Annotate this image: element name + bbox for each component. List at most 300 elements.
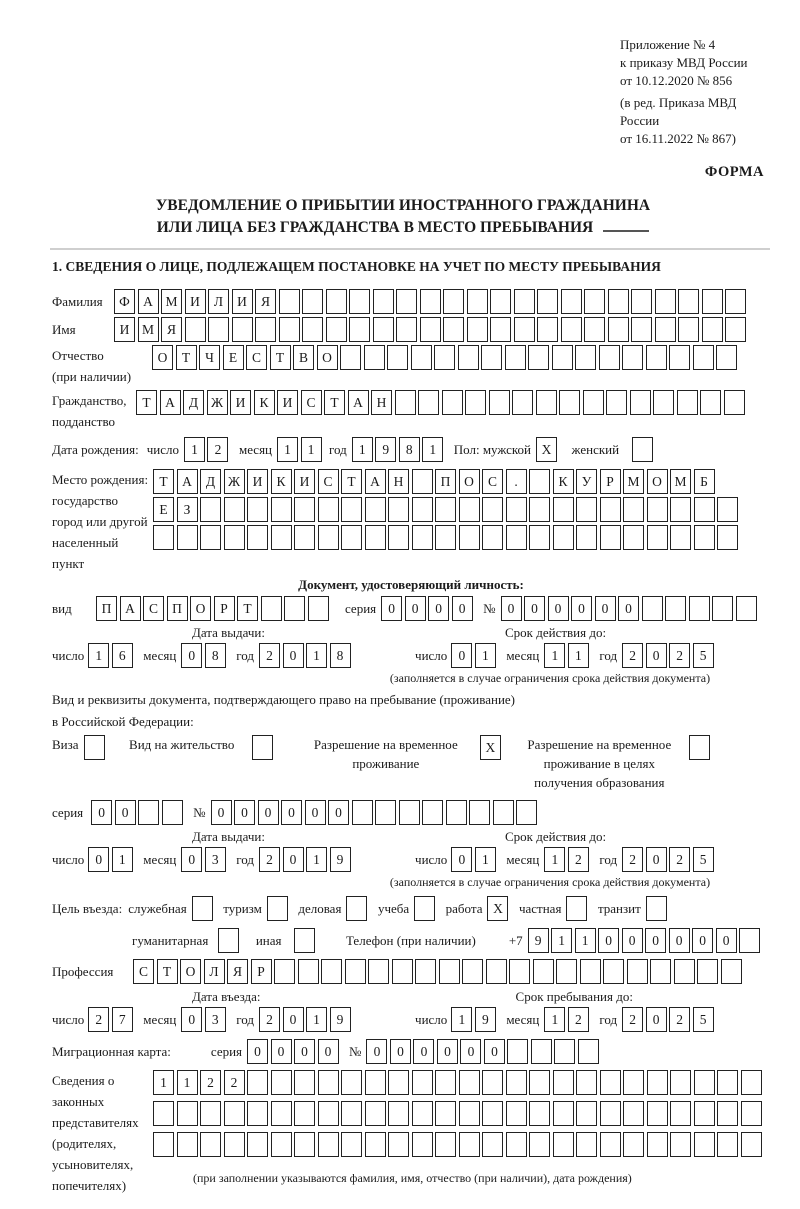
char-cell[interactable] — [630, 390, 651, 415]
char-cell[interactable]: 9 — [330, 1007, 351, 1032]
char-cell[interactable] — [267, 896, 288, 921]
char-cell[interactable] — [153, 1132, 174, 1157]
char-cell[interactable] — [341, 497, 362, 522]
char-cell[interactable] — [434, 345, 455, 370]
char-cell[interactable]: 1 — [475, 847, 496, 872]
char-cell[interactable] — [694, 1101, 715, 1126]
char-cell[interactable] — [553, 1070, 574, 1095]
char-cell[interactable] — [674, 959, 695, 984]
char-cell[interactable] — [647, 1101, 668, 1126]
char-cell[interactable]: 0 — [692, 928, 713, 953]
char-cell[interactable]: 0 — [405, 596, 426, 621]
char-cell[interactable]: 1 — [301, 437, 322, 462]
char-cell[interactable] — [693, 345, 714, 370]
char-cell[interactable] — [678, 317, 699, 342]
char-cell[interactable]: 0 — [318, 1039, 339, 1064]
char-cell[interactable]: О — [317, 345, 338, 370]
char-cell[interactable]: 2 — [669, 643, 690, 668]
char-cell[interactable]: Т — [157, 959, 178, 984]
char-cell[interactable]: 3 — [205, 847, 226, 872]
char-cell[interactable] — [670, 525, 691, 550]
char-cell[interactable] — [717, 497, 738, 522]
char-cell[interactable] — [506, 1070, 527, 1095]
char-cell[interactable] — [459, 1132, 480, 1157]
char-cell[interactable]: 8 — [399, 437, 420, 462]
char-cell[interactable] — [200, 497, 221, 522]
char-cell[interactable]: О — [180, 959, 201, 984]
char-cell[interactable] — [467, 317, 488, 342]
char-cell[interactable] — [578, 1039, 599, 1064]
char-cell[interactable] — [435, 525, 456, 550]
char-cell[interactable]: 0 — [294, 1039, 315, 1064]
char-cell[interactable] — [420, 317, 441, 342]
char-cell[interactable]: 0 — [645, 928, 666, 953]
char-cell[interactable]: X — [487, 896, 508, 921]
char-cell[interactable] — [177, 525, 198, 550]
char-cell[interactable]: 0 — [501, 596, 522, 621]
char-cell[interactable]: 0 — [437, 1039, 458, 1064]
char-cell[interactable] — [623, 1101, 644, 1126]
char-cell[interactable]: 2 — [200, 1070, 221, 1095]
char-cell[interactable] — [552, 345, 573, 370]
char-cell[interactable] — [294, 1070, 315, 1095]
char-cell[interactable] — [647, 525, 668, 550]
char-cell[interactable] — [459, 1070, 480, 1095]
char-cell[interactable]: 9 — [375, 437, 396, 462]
char-cell[interactable]: Т — [270, 345, 291, 370]
char-cell[interactable] — [669, 345, 690, 370]
char-cell[interactable] — [529, 497, 550, 522]
char-cell[interactable]: 0 — [598, 928, 619, 953]
char-cell[interactable]: 1 — [475, 643, 496, 668]
char-cell[interactable]: 9 — [475, 1007, 496, 1032]
char-cell[interactable]: 0 — [283, 643, 304, 668]
char-cell[interactable] — [482, 1132, 503, 1157]
char-cell[interactable]: Т — [136, 390, 157, 415]
char-cell[interactable] — [599, 345, 620, 370]
char-cell[interactable]: У — [576, 469, 597, 494]
char-cell[interactable]: И — [247, 469, 268, 494]
char-cell[interactable] — [700, 390, 721, 415]
char-cell[interactable]: 1 — [451, 1007, 472, 1032]
char-cell[interactable] — [200, 525, 221, 550]
char-cell[interactable] — [365, 1070, 386, 1095]
char-cell[interactable] — [365, 497, 386, 522]
char-cell[interactable]: Е — [223, 345, 244, 370]
char-cell[interactable] — [388, 1070, 409, 1095]
char-cell[interactable] — [529, 525, 550, 550]
char-cell[interactable] — [537, 317, 558, 342]
char-cell[interactable] — [702, 289, 723, 314]
char-cell[interactable] — [224, 497, 245, 522]
char-cell[interactable] — [218, 928, 239, 953]
char-cell[interactable]: Д — [183, 390, 204, 415]
char-cell[interactable] — [200, 1132, 221, 1157]
char-cell[interactable]: 0 — [366, 1039, 387, 1064]
char-cell[interactable] — [561, 317, 582, 342]
char-cell[interactable] — [631, 317, 652, 342]
char-cell[interactable] — [185, 317, 206, 342]
char-cell[interactable] — [469, 800, 490, 825]
char-cell[interactable]: 1 — [177, 1070, 198, 1095]
char-cell[interactable]: П — [96, 596, 117, 621]
char-cell[interactable] — [529, 1101, 550, 1126]
char-cell[interactable]: И — [230, 390, 251, 415]
char-cell[interactable] — [516, 800, 537, 825]
char-cell[interactable]: А — [365, 469, 386, 494]
char-cell[interactable] — [414, 896, 435, 921]
char-cell[interactable] — [349, 317, 370, 342]
char-cell[interactable] — [446, 800, 467, 825]
char-cell[interactable] — [529, 1132, 550, 1157]
char-cell[interactable] — [702, 317, 723, 342]
char-cell[interactable]: И — [277, 390, 298, 415]
char-cell[interactable]: 1 — [544, 643, 565, 668]
char-cell[interactable] — [388, 497, 409, 522]
char-cell[interactable]: О — [190, 596, 211, 621]
char-cell[interactable] — [443, 289, 464, 314]
char-cell[interactable] — [396, 289, 417, 314]
char-cell[interactable] — [689, 596, 710, 621]
char-cell[interactable] — [294, 525, 315, 550]
char-cell[interactable]: А — [160, 390, 181, 415]
char-cell[interactable]: С — [318, 469, 339, 494]
char-cell[interactable] — [725, 317, 746, 342]
char-cell[interactable]: П — [435, 469, 456, 494]
char-cell[interactable]: 0 — [484, 1039, 505, 1064]
char-cell[interactable]: 0 — [595, 596, 616, 621]
char-cell[interactable]: Я — [227, 959, 248, 984]
char-cell[interactable] — [340, 345, 361, 370]
char-cell[interactable] — [462, 959, 483, 984]
char-cell[interactable] — [694, 1132, 715, 1157]
char-cell[interactable] — [537, 289, 558, 314]
char-cell[interactable]: 0 — [618, 596, 639, 621]
char-cell[interactable]: 0 — [305, 800, 326, 825]
char-cell[interactable] — [554, 1039, 575, 1064]
char-cell[interactable]: З — [177, 497, 198, 522]
char-cell[interactable] — [493, 800, 514, 825]
char-cell[interactable]: 0 — [234, 800, 255, 825]
char-cell[interactable]: 5 — [693, 1007, 714, 1032]
char-cell[interactable] — [274, 959, 295, 984]
char-cell[interactable] — [439, 959, 460, 984]
char-cell[interactable] — [506, 497, 527, 522]
char-cell[interactable] — [623, 1070, 644, 1095]
char-cell[interactable]: С — [143, 596, 164, 621]
char-cell[interactable]: 1 — [352, 437, 373, 462]
char-cell[interactable] — [670, 1132, 691, 1157]
char-cell[interactable]: 0 — [428, 596, 449, 621]
char-cell[interactable] — [559, 390, 580, 415]
char-cell[interactable]: С — [133, 959, 154, 984]
char-cell[interactable] — [412, 1070, 433, 1095]
char-cell[interactable] — [553, 497, 574, 522]
char-cell[interactable] — [529, 469, 550, 494]
char-cell[interactable] — [509, 959, 530, 984]
char-cell[interactable]: . — [506, 469, 527, 494]
char-cell[interactable]: X — [536, 437, 557, 462]
char-cell[interactable] — [388, 1132, 409, 1157]
char-cell[interactable] — [138, 800, 159, 825]
char-cell[interactable] — [388, 1101, 409, 1126]
char-cell[interactable] — [739, 928, 760, 953]
char-cell[interactable] — [608, 289, 629, 314]
char-cell[interactable]: 0 — [646, 643, 667, 668]
char-cell[interactable]: С — [301, 390, 322, 415]
char-cell[interactable] — [341, 1070, 362, 1095]
char-cell[interactable] — [712, 596, 733, 621]
char-cell[interactable] — [224, 1101, 245, 1126]
char-cell[interactable]: Т — [176, 345, 197, 370]
char-cell[interactable] — [279, 317, 300, 342]
char-cell[interactable] — [576, 1132, 597, 1157]
char-cell[interactable] — [392, 959, 413, 984]
char-cell[interactable]: 2 — [259, 1007, 280, 1032]
char-cell[interactable] — [162, 800, 183, 825]
char-cell[interactable] — [665, 596, 686, 621]
char-cell[interactable] — [655, 317, 676, 342]
char-cell[interactable] — [670, 1070, 691, 1095]
char-cell[interactable]: Я — [255, 289, 276, 314]
char-cell[interactable] — [533, 959, 554, 984]
char-cell[interactable]: 0 — [247, 1039, 268, 1064]
char-cell[interactable]: К — [271, 469, 292, 494]
char-cell[interactable] — [553, 1132, 574, 1157]
char-cell[interactable]: 0 — [451, 643, 472, 668]
char-cell[interactable] — [653, 390, 674, 415]
char-cell[interactable]: 0 — [646, 1007, 667, 1032]
char-cell[interactable]: 0 — [181, 1007, 202, 1032]
char-cell[interactable]: Д — [200, 469, 221, 494]
char-cell[interactable] — [717, 1101, 738, 1126]
char-cell[interactable] — [512, 390, 533, 415]
char-cell[interactable]: С — [482, 469, 503, 494]
char-cell[interactable]: М — [138, 317, 159, 342]
char-cell[interactable] — [650, 959, 671, 984]
char-cell[interactable]: 0 — [669, 928, 690, 953]
char-cell[interactable] — [341, 525, 362, 550]
char-cell[interactable] — [694, 525, 715, 550]
char-cell[interactable] — [326, 317, 347, 342]
char-cell[interactable] — [694, 497, 715, 522]
char-cell[interactable]: 8 — [330, 643, 351, 668]
char-cell[interactable]: 0 — [258, 800, 279, 825]
char-cell[interactable]: 8 — [205, 643, 226, 668]
char-cell[interactable] — [341, 1101, 362, 1126]
char-cell[interactable]: 5 — [693, 847, 714, 872]
char-cell[interactable] — [606, 390, 627, 415]
char-cell[interactable] — [576, 1101, 597, 1126]
char-cell[interactable] — [271, 1101, 292, 1126]
char-cell[interactable] — [247, 1101, 268, 1126]
char-cell[interactable] — [490, 289, 511, 314]
char-cell[interactable] — [584, 317, 605, 342]
char-cell[interactable] — [677, 390, 698, 415]
char-cell[interactable] — [465, 390, 486, 415]
char-cell[interactable] — [486, 959, 507, 984]
char-cell[interactable] — [600, 525, 621, 550]
char-cell[interactable] — [435, 1070, 456, 1095]
char-cell[interactable] — [435, 1132, 456, 1157]
char-cell[interactable] — [302, 317, 323, 342]
char-cell[interactable] — [623, 497, 644, 522]
char-cell[interactable] — [420, 289, 441, 314]
char-cell[interactable] — [655, 289, 676, 314]
char-cell[interactable] — [375, 800, 396, 825]
char-cell[interactable]: 0 — [413, 1039, 434, 1064]
char-cell[interactable]: 0 — [181, 643, 202, 668]
char-cell[interactable]: 0 — [328, 800, 349, 825]
char-cell[interactable] — [224, 1132, 245, 1157]
char-cell[interactable]: 2 — [88, 1007, 109, 1032]
char-cell[interactable]: 0 — [452, 596, 473, 621]
char-cell[interactable]: Л — [208, 289, 229, 314]
char-cell[interactable]: 1 — [544, 847, 565, 872]
char-cell[interactable]: О — [647, 469, 668, 494]
char-cell[interactable] — [717, 1132, 738, 1157]
char-cell[interactable]: 0 — [451, 847, 472, 872]
char-cell[interactable] — [717, 1070, 738, 1095]
char-cell[interactable] — [575, 345, 596, 370]
char-cell[interactable] — [255, 317, 276, 342]
char-cell[interactable] — [647, 1132, 668, 1157]
char-cell[interactable]: М — [161, 289, 182, 314]
char-cell[interactable] — [418, 390, 439, 415]
char-cell[interactable]: 0 — [281, 800, 302, 825]
char-cell[interactable]: А — [120, 596, 141, 621]
char-cell[interactable] — [345, 959, 366, 984]
char-cell[interactable] — [561, 289, 582, 314]
char-cell[interactable]: 0 — [381, 596, 402, 621]
char-cell[interactable] — [506, 525, 527, 550]
char-cell[interactable]: 1 — [112, 847, 133, 872]
char-cell[interactable] — [489, 390, 510, 415]
char-cell[interactable] — [536, 390, 557, 415]
char-cell[interactable] — [435, 1101, 456, 1126]
char-cell[interactable]: 1 — [88, 643, 109, 668]
char-cell[interactable] — [247, 1070, 268, 1095]
char-cell[interactable] — [247, 525, 268, 550]
char-cell[interactable] — [412, 469, 433, 494]
char-cell[interactable] — [642, 596, 663, 621]
char-cell[interactable]: 1 — [306, 1007, 327, 1032]
char-cell[interactable]: 1 — [544, 1007, 565, 1032]
char-cell[interactable] — [482, 1070, 503, 1095]
char-cell[interactable] — [349, 289, 370, 314]
char-cell[interactable]: 0 — [271, 1039, 292, 1064]
char-cell[interactable]: Ж — [207, 390, 228, 415]
char-cell[interactable] — [741, 1070, 762, 1095]
char-cell[interactable]: 1 — [153, 1070, 174, 1095]
char-cell[interactable]: 2 — [568, 1007, 589, 1032]
char-cell[interactable] — [435, 497, 456, 522]
char-cell[interactable] — [505, 345, 526, 370]
char-cell[interactable] — [647, 497, 668, 522]
char-cell[interactable] — [459, 1101, 480, 1126]
char-cell[interactable]: Т — [153, 469, 174, 494]
char-cell[interactable]: Я — [161, 317, 182, 342]
char-cell[interactable]: 0 — [622, 928, 643, 953]
char-cell[interactable]: 2 — [259, 643, 280, 668]
char-cell[interactable]: 0 — [460, 1039, 481, 1064]
char-cell[interactable]: 2 — [669, 847, 690, 872]
char-cell[interactable] — [736, 596, 757, 621]
char-cell[interactable] — [459, 497, 480, 522]
char-cell[interactable] — [694, 1070, 715, 1095]
char-cell[interactable]: А — [138, 289, 159, 314]
char-cell[interactable] — [646, 896, 667, 921]
char-cell[interactable] — [387, 345, 408, 370]
char-cell[interactable] — [583, 390, 604, 415]
char-cell[interactable]: 0 — [283, 1007, 304, 1032]
char-cell[interactable]: 1 — [575, 928, 596, 953]
char-cell[interactable] — [412, 497, 433, 522]
char-cell[interactable] — [368, 959, 389, 984]
char-cell[interactable] — [346, 896, 367, 921]
char-cell[interactable]: 0 — [181, 847, 202, 872]
char-cell[interactable]: 2 — [568, 847, 589, 872]
char-cell[interactable] — [326, 289, 347, 314]
char-cell[interactable] — [566, 896, 587, 921]
char-cell[interactable]: Л — [204, 959, 225, 984]
char-cell[interactable]: Т — [341, 469, 362, 494]
char-cell[interactable] — [373, 317, 394, 342]
char-cell[interactable]: 0 — [115, 800, 136, 825]
char-cell[interactable] — [318, 1070, 339, 1095]
char-cell[interactable]: М — [670, 469, 691, 494]
char-cell[interactable] — [603, 959, 624, 984]
char-cell[interactable]: 2 — [622, 643, 643, 668]
char-cell[interactable]: 0 — [646, 847, 667, 872]
char-cell[interactable]: Т — [237, 596, 258, 621]
char-cell[interactable]: И — [294, 469, 315, 494]
char-cell[interactable] — [192, 896, 213, 921]
char-cell[interactable]: Н — [388, 469, 409, 494]
char-cell[interactable] — [271, 525, 292, 550]
char-cell[interactable] — [631, 289, 652, 314]
char-cell[interactable]: 2 — [207, 437, 228, 462]
char-cell[interactable] — [373, 289, 394, 314]
char-cell[interactable]: 1 — [551, 928, 572, 953]
char-cell[interactable] — [689, 735, 710, 760]
char-cell[interactable] — [232, 317, 253, 342]
char-cell[interactable] — [412, 1101, 433, 1126]
char-cell[interactable] — [506, 1132, 527, 1157]
char-cell[interactable] — [284, 596, 305, 621]
char-cell[interactable]: 0 — [283, 847, 304, 872]
char-cell[interactable] — [623, 525, 644, 550]
char-cell[interactable]: П — [167, 596, 188, 621]
char-cell[interactable] — [717, 525, 738, 550]
char-cell[interactable]: Т — [324, 390, 345, 415]
char-cell[interactable] — [252, 735, 273, 760]
char-cell[interactable] — [279, 289, 300, 314]
char-cell[interactable]: М — [623, 469, 644, 494]
char-cell[interactable]: Б — [694, 469, 715, 494]
char-cell[interactable]: 1 — [184, 437, 205, 462]
char-cell[interactable] — [580, 959, 601, 984]
char-cell[interactable]: Р — [251, 959, 272, 984]
char-cell[interactable] — [321, 959, 342, 984]
char-cell[interactable] — [318, 1101, 339, 1126]
char-cell[interactable] — [553, 1101, 574, 1126]
char-cell[interactable] — [302, 289, 323, 314]
char-cell[interactable] — [365, 1101, 386, 1126]
char-cell[interactable]: 5 — [693, 643, 714, 668]
char-cell[interactable] — [697, 959, 718, 984]
char-cell[interactable]: В — [293, 345, 314, 370]
